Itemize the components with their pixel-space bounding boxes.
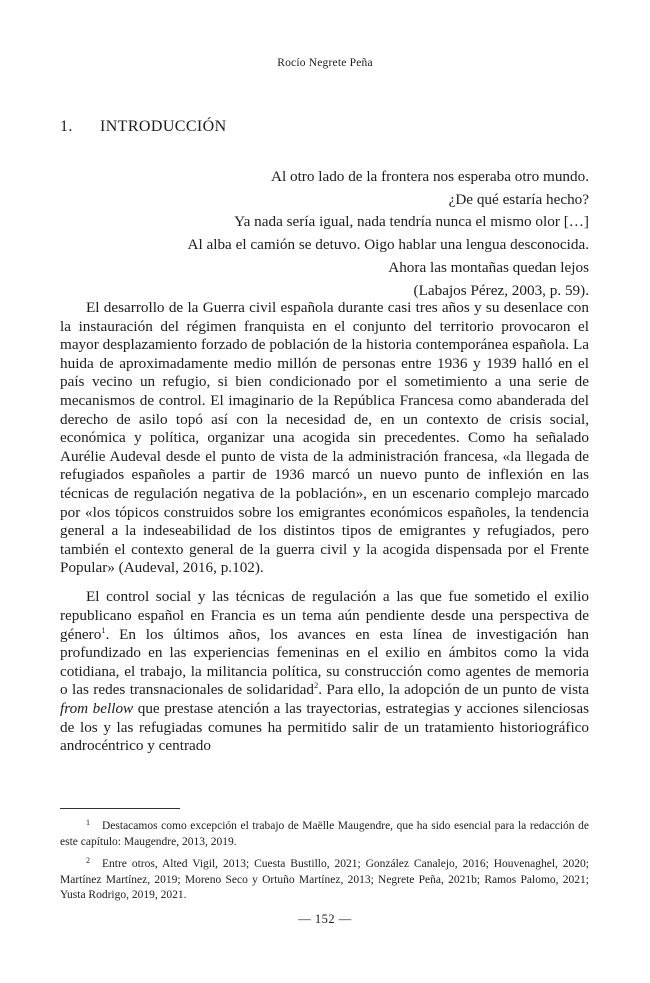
footnote-2 [60,853,589,904]
footnote-mark: 1 [86,818,90,827]
section-heading [60,118,227,136]
section-number: 1. [60,118,73,135]
footnote-ref-2: 2 [313,680,319,691]
body-text [60,299,589,766]
epigraph-citation: (Labajos Pérez, 2003, p. 59). [413,281,589,299]
epigraph [188,166,590,302]
footnotes [60,815,589,907]
paragraph-1: El desarrollo de la Guerra civil española durante casi tres años y su desenlace con la instauración del régimen franquista en el conjunto del territorio provocaron el mayor desplazamiento forzado de población de la historia contemporánea española. La huida de aproximadamente medio millón de personas entre 1936 y 1939 halló en el país vecino un refugio, si bien condicionado por el sometimiento a una serie de mecanismos de control. El imaginario de la República Francesa como abanderada del derecho de asilo topó así con la necesidad de, en un contexto de crisis social, económica y política, organizar una acogida sin precedentes. Como ha señalado Aurélie Audeval desde el punto de vista de la administración francesa, «la llegada de refugiados españoles a partir de 1936 marcó un nuevo punto de inflexión en las técnicas de regulación negativa de la población», en un escenario complejo marcado por «los tópicos construidos sobre los emigrantes económicos españoles, la tendencia general a la indeseabilidad de los distintos tipos de emigrantes y refugiados, pero también el contexto general de la guerra civil y la acogida dispensada por el Frente Popular» (Audeval, 2016, p.102). [60,299,589,577]
footnote-text: Entre otros, Alted Vigil, 2013; Cuesta Bustillo, 2021; González Canalejo, 2016; Houvenaghel, 2020; Martínez Martínez, 2019; Moreno Seco y Ortuño Martínez, 2013; Negrete Peña, 2021b; Ramos Palomo, 2021; Yusta Rodrigo, 2019, 2021. [60,858,589,902]
epigraph-line: ¿De qué estaría hecho? [448,190,589,208]
epigraph-line: Al alba el camión se detuvo. Oigo hablar una lengua desconocida. [187,236,589,254]
running-head-author: Rocío Negrete Peña [277,57,373,69]
section-title: INTRODUCCIÓN [100,118,227,135]
footnote-1 [60,815,589,850]
footnote-mark: 2 [86,856,90,866]
emphasis-from-bellow: from bellow [60,699,134,717]
page-number: — 152 — [298,912,352,926]
paragraph-2-text: . Para ello, la adopción de un punto de vista [318,681,589,699]
paragraph-2-text: . En los últimos años, los avances en esta línea de investigación han profundizado en las experiencias femeninas en el exilio en ámbitos como la vida cotidiana, el trabajo, la militancia política, su construcción como agentes de memoria o las redes transnacionales de solidaridad [60,625,589,699]
paragraph-2-text: El control social y las técnicas de regulación a las que fue sometido el exilio republicano español en Francia es un tema aún pendiente desde una perspectiva de género [60,588,589,643]
paragraph-2-text: que prestase atención a las trayectorias, estrategias y acciones silenciosas de los y las refugiadas comunes ha permitido salir de un tratamiento historiográfico androcéntrico y centrado [60,699,589,755]
footnote-ref-1: 1 [101,624,106,635]
paragraph-2 [60,588,589,755]
epigraph-line: Al otro lado de la frontera nos esperaba otro mundo. [271,168,589,185]
footnote-text: Destacamos como excepción el trabajo de Maëlle Maugendre, que ha sido esencial para la redacción de este capítulo: Maugendre, 2013, 2019. [60,820,589,848]
footnote-divider [60,808,180,809]
epigraph-line: Ahora las montañas quedan lejos [388,258,589,276]
epigraph-line: Ya nada sería igual, nada tendría nunca el mismo olor […] [234,213,589,231]
